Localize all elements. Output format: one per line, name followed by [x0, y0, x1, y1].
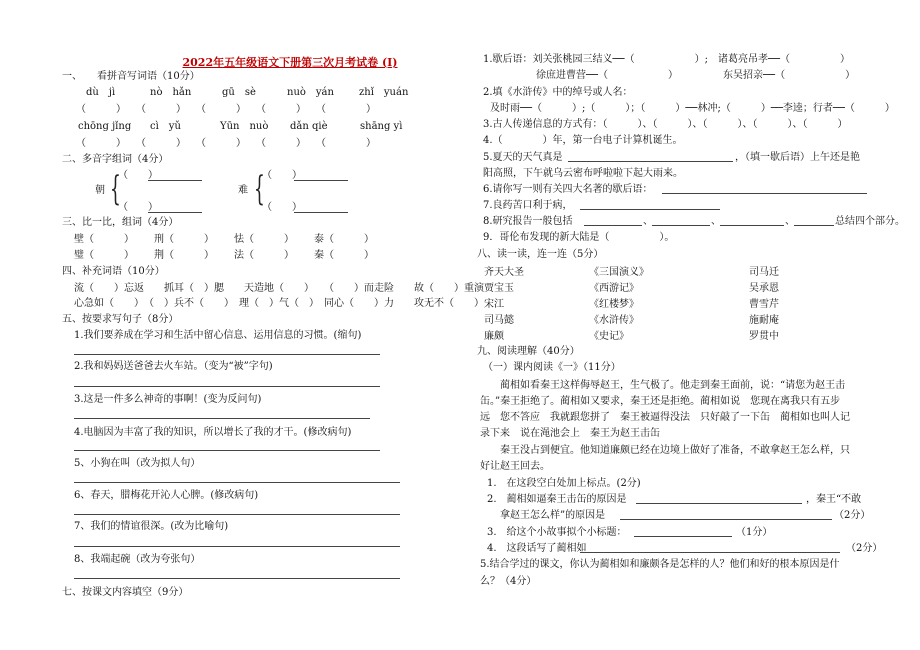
reading-question: （2分） [846, 543, 883, 554]
answer-line[interactable] [794, 225, 834, 226]
match-item[interactable]: 《水浒传》 [589, 315, 639, 326]
answer-line[interactable] [74, 386, 380, 387]
fill-item[interactable]: 徐庶进曹营──（ ） 东吴招亲──（ ） [536, 70, 856, 81]
compare-item[interactable]: 刑（ ） [154, 234, 214, 245]
match-item[interactable]: 齐天大圣 [484, 267, 524, 278]
passage-line: 蔺相如看秦王这样侮辱赵王，生气极了。他走到秦王面前，说：“请您为赵王击 [500, 380, 846, 391]
match-item[interactable]: 廉颇 [484, 331, 504, 342]
reading-question: ，秦王“不敢 [806, 494, 862, 505]
reading-question: 么？（4分） [480, 576, 537, 587]
section9-heading: 九、阅读理解（40分） [477, 346, 580, 357]
passage-line: 秦王没占到便宜。他知道廉颇已经在边境上做好了准备，不敢拿赵王怎么样，只 [500, 445, 850, 456]
answer-line[interactable] [634, 536, 732, 537]
reading-question: 2. 蔺相如逼秦王击缶的原因是 [487, 494, 627, 505]
sentence-question: 4.电脑因为丰富了我的知识，所以增长了我的才干。(修改病句) [74, 427, 352, 438]
answer-boxes-2[interactable]: （ ） （ ） （ ） （ ） （ ） [76, 138, 376, 149]
match-item[interactable]: 曹雪芹 [749, 299, 779, 310]
answer-boxes-1[interactable]: （ ） （ ） （ ） （ ） （ ） [76, 104, 376, 115]
brace-icon: { [110, 169, 121, 209]
answer-line[interactable] [74, 578, 400, 579]
reading-question: 1. 在这段空白处加上标点。(2分) [487, 478, 641, 489]
sentence-question: 7、我们的情谊很深。(改为比喻句) [74, 521, 229, 532]
answer-line[interactable] [74, 546, 400, 547]
compare-item[interactable]: 秦（ ） [314, 250, 374, 261]
match-item[interactable]: 司马迁 [749, 267, 779, 278]
sentence-question: 8、我端起碗（改为夸张句） [74, 554, 201, 565]
reading-question: 3. 给这个小故事拟个小标题： [487, 527, 627, 538]
answer-line[interactable] [636, 503, 802, 504]
section3-heading: 三、比一比，组词（4分） [62, 217, 179, 228]
polyphone-blank[interactable]: （ ） [118, 170, 158, 181]
polyphone-char-1: 朝 [95, 185, 105, 196]
fill-item: ，（填一歇后语）上午还是艳 [735, 152, 860, 163]
compare-item[interactable]: 壁（ ） [74, 234, 134, 245]
pinyin-row-1 [86, 87, 408, 99]
answer-line[interactable] [568, 161, 733, 162]
reading-question: （2分） [834, 510, 871, 521]
polyphone-blank[interactable]: （ ） [262, 202, 302, 213]
fill-item: 6.请你写一则有关四大名著的歇后语： [483, 184, 653, 195]
section1-heading: 一、 看拼音写词语（10分） [62, 71, 200, 82]
section7-heading: 七、按课文内容填空（9分） [62, 587, 189, 598]
fill-item: 、 [711, 216, 721, 227]
match-item[interactable]: 《红楼梦》 [589, 299, 639, 310]
passage-line: 录下来 说在渑池会上 秦王为赵王击缶 [480, 428, 660, 439]
passage-line: 远 您不答应 我就跟您拼了 秦王被逼得没法 只好敲了一下缶 蔺相如也叫人记 [480, 412, 850, 423]
answer-line[interactable] [584, 225, 642, 226]
pinyin: nò hǎn [150, 87, 192, 98]
match-table [484, 265, 844, 345]
answer-line[interactable] [662, 193, 867, 194]
fill-item[interactable]: 及时雨──（ ）;（ ）；（ ）──林冲;（ ）──李逵；行者──（ ） [490, 103, 895, 114]
match-item[interactable]: 施耐庵 [749, 315, 779, 326]
section4-heading: 四、补充词语（10分） [62, 266, 165, 277]
answer-line[interactable] [294, 180, 348, 181]
sentence-question: 5、小狗在叫（改为拟人句） [74, 458, 201, 469]
match-item[interactable]: 宋江 [484, 299, 504, 310]
passage-line: 好让赵王回去。 [480, 461, 550, 472]
answer-line[interactable] [74, 418, 370, 419]
answer-line[interactable] [652, 225, 710, 226]
fill-item[interactable]: 3.古人传递信息的方式有：（ ）、（ ）、（ ）、（ ）、（ ） [483, 119, 848, 130]
fill-item: 5.夏天的天气真是 [483, 152, 563, 163]
reading-question: （1分） [736, 527, 773, 538]
sentence-question: 6、春天，腊梅花开沁人心脾。(修改病句) [74, 490, 259, 501]
fill-item[interactable]: 1.歇后语：刘关张桃园三结义──（ ）; 诸葛亮吊孝──（ ） [483, 54, 850, 65]
compare-item[interactable]: 泰（ ） [314, 234, 374, 245]
pinyin: dù jì [86, 87, 116, 98]
reading-question: 5.结合学过的课文，你认为蔺相如和廉颇各是怎样的人？他们和好的根本原因是什 [480, 559, 840, 570]
sentence-question: 3.这是一件多么神奇的事啊！(变为反问句) [74, 394, 262, 405]
answer-line[interactable] [74, 354, 380, 355]
sentence-question: 1.我们要养成在学习和生活中留心信息、运用信息的习惯。(缩句) [74, 330, 362, 341]
match-item[interactable]: 《三国演义》 [589, 267, 649, 278]
fill-item: 8.研究报告一般包括 [483, 216, 573, 227]
polyphone-blank[interactable]: （ ） [118, 202, 158, 213]
section2-heading: 二、多音字组词（4分） [62, 154, 169, 165]
answer-line[interactable] [148, 212, 202, 213]
brace-icon: { [254, 169, 265, 209]
match-item[interactable]: 罗贯中 [749, 331, 779, 342]
pinyin: cì yǔ [150, 121, 181, 132]
match-item[interactable]: 《西游记》 [589, 283, 639, 294]
answer-line[interactable] [74, 482, 400, 483]
compare-row-1[interactable] [74, 234, 374, 246]
compare-item[interactable]: 怯（ ） [234, 234, 294, 245]
pinyin-row-2 [78, 121, 402, 133]
compare-item[interactable]: 璧（ ） [74, 250, 134, 261]
fill-item: 2.填《水浒传》中的绰号或人名： [483, 87, 633, 98]
fill-item[interactable]: 9．哥伦布发现的新大陆是（ ）。 [483, 232, 675, 243]
pinyin: chōng jǐng [78, 121, 132, 132]
polyphone-char-2: 难 [238, 185, 248, 196]
answer-line[interactable] [294, 212, 348, 213]
pinyin: dǎn qiè [290, 121, 328, 132]
answer-line[interactable] [580, 209, 720, 210]
answer-line[interactable] [580, 552, 840, 553]
compare-item[interactable]: 法（ ） [234, 250, 294, 261]
answer-line[interactable] [148, 180, 202, 181]
compare-item[interactable]: 荆（ ） [154, 250, 214, 261]
match-item[interactable]: 《史记》 [589, 331, 629, 342]
reading-subheading: （一）课内阅读《一》（11分） [483, 362, 621, 373]
answer-line[interactable] [74, 514, 400, 515]
match-item[interactable]: 吴承恩 [749, 283, 779, 294]
pinyin: nuò yán [287, 87, 334, 98]
pinyin: shāng yì [360, 121, 403, 132]
match-item[interactable]: 贾宝玉 [484, 283, 514, 294]
fill-item: 、 [785, 216, 795, 227]
passage-line: 缶。”秦王拒绝了。蔺相如又要求，秦王还是拒绝。蔺相如说 您现在离我只有五步 [480, 396, 841, 407]
pinyin: Yūn nuò [220, 121, 269, 132]
idiom-row-2[interactable]: 心急如（ ） （ ）兵不（ ） 理（ ）气（ ） 同心（ ）力 攻无不（ ） [74, 298, 484, 309]
fill-item: 总结四个部分。 [835, 216, 905, 227]
polyphone-blank[interactable]: （ ） [262, 170, 302, 181]
reading-question: 4. 这段话写了蔺相如 [487, 543, 587, 554]
answer-line[interactable] [720, 225, 784, 226]
idiom-row-1[interactable]: 流（ ）忘返 抓耳（ ）腮 天造地（ ） （ ）而走险 故（ ）重演 [74, 283, 484, 294]
answer-line[interactable] [74, 450, 380, 451]
fill-item: 7.良药苦口利于病， [483, 200, 573, 211]
sentence-question: 2.我和妈妈送爸爸去火车站。（变为“被”字句) [74, 361, 273, 372]
fill-item[interactable]: 4.（ ）年，第一台电子计算机诞生。 [483, 135, 683, 146]
answer-line[interactable] [620, 519, 832, 520]
compare-row-2[interactable] [74, 250, 374, 262]
fill-item: 、 [643, 216, 653, 227]
reading-question: 拿赵王怎么样”的原因是 [500, 510, 606, 521]
fill-item: 阳高照，下午就乌云密布呼啦啦下起大雨来。 [483, 168, 683, 179]
match-item[interactable]: 司马懿 [484, 315, 514, 326]
pinyin: zhǐ yuán [359, 87, 409, 98]
page-title: 2022年五年级语文下册第三次月考试卷 (I) [182, 56, 398, 69]
pinyin: gū sè [222, 87, 256, 98]
section8-heading: 八、读一读，连一连（5分） [477, 249, 604, 260]
section5-heading: 五、按要求写句子（8分） [62, 314, 179, 325]
